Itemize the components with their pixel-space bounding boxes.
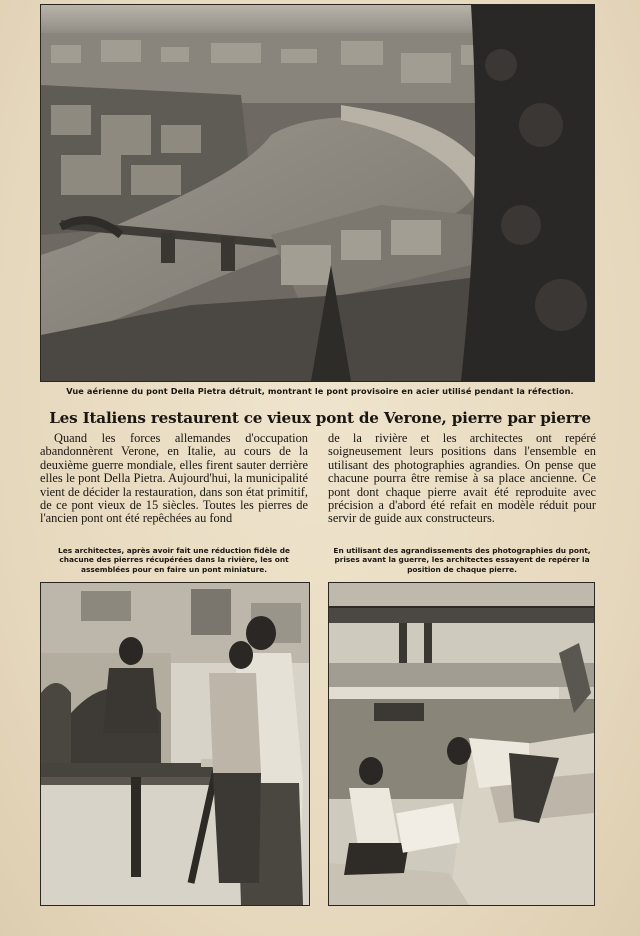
river-survey-photo [328, 582, 595, 906]
architects-river-caption: En utilisant des agrandissements des photographies du pont, prises avant la guerre, les architectes essayent de repérer la position de chaque pierre. [333, 546, 591, 574]
model-bridge-photo [40, 582, 310, 906]
article-body-column-left: Quand les forces allemandes d'occupation abandonnèrent Verone, en Italie, au cours de la deuxième guerre mondiale, elles firent sauter derrière elles le pont Della Pietra. Aujourd'hui, la municipalité vient de décider la restauration, dans son état primitif, de ce pont vieux de 15 siècles. Toutes les pierres de l'ancien pont ont été repêchées au fond [40, 431, 308, 526]
architects-model-caption: Les architectes, après avoir fait une réduction fidèle de chacune des pierres récupérées dans la rivière, les ont assemblées pour en faire un pont miniature. [57, 546, 290, 574]
aerial-photo-verona [40, 4, 595, 382]
aerial-photo-caption: Vue aérienne du pont Della Pietra détruit, montrant le pont provisoire en acier utilisé pendant la réfection. [66, 386, 574, 396]
article-body-column-right: de la rivière et les architectes ont repéré soigneusement leurs positions dans l'ensemble en utilisant des photographies agrandies. On pense que chacune pourra être remise à sa place ancienne. Ce pont dont chaque pierre avait été reproduite avec précision a d'abord été refait en modèle réduit pour servir de guide aux constructeurs. [328, 431, 596, 526]
article-headline: Les Italiens restaurent ce vieux pont de Verone, pierre par pierre [49, 409, 591, 427]
